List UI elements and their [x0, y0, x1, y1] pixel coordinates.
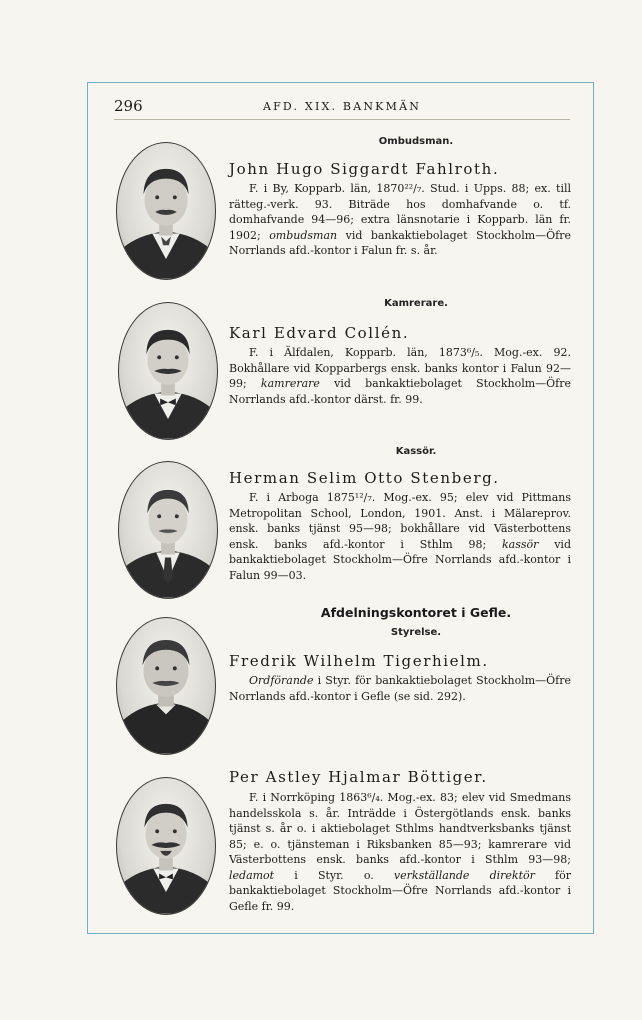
portrait-photo [116, 142, 216, 280]
portrait-photo [116, 777, 216, 915]
entry-name: Fredrik Wilhelm Tigerhielm. [229, 652, 489, 670]
bio-text: vid bankaktiebolaget Stockholm—Öfre Norrlands afd.-kontor i Falun 99—03. [229, 537, 571, 582]
section-heading-ombudsman: Ombudsman. [378, 136, 454, 147]
section-heading-kassor: Kassör. [395, 446, 437, 457]
section-heading-styrelse: Styrelse. [390, 627, 442, 638]
portrait-illustration [119, 303, 217, 439]
portrait-illustration [117, 143, 215, 279]
entry-biography [229, 345, 571, 407]
portrait-photo [116, 617, 216, 755]
page-number: 296 [114, 97, 143, 115]
bio-text: i Styr. för bankaktiebolaget Stockholm—Öfre Norrlands afd.-kontor i Gefle (se sid. 292). [229, 674, 571, 703]
section-heading-afdelning: Afdelningskontoret i Gefle. [320, 605, 512, 620]
bio-text: F. i By, Kopparb. län, 1870²²/₇. Stud. i Upps. 88; ex. till rätteg.-verk. 93. Biträde hos domhafvande o. tf. domhafvande 94—96; extra länsnotarie i Kopparb. län fr. 1902; [229, 182, 571, 242]
bio-text: F. i Arboga 1875¹²/₇. Mog.-ex. 95; elev vid Pittmans Metropolitan School, London, 1901. Anst. i Mälareprov. ensk. banks tjänst 95—98; bokhållare vid Västerbottens ensk. banks afd.-kontor i Sthlm 98; [229, 491, 571, 551]
bio-text: F. i Norrköping 1863⁶/₄. Mog.-ex. 83; elev vid Smedmans handelsskola s. år. Inträdde i Östergötlands ensk. banks tjänst s. år o. i aktiebolaget Sthlms handtverksbanks tjänst 85; e. o. tjänsteman i Riksbanken 85—93; kamrerare vid Västerbottens ensk. banks afd.-kontor i Sthlm 93—98; [229, 791, 571, 866]
portrait-illustration [117, 778, 215, 914]
bio-text: vid bankaktiebolaget Stockholm—Öfre Norrlands afd.-kontor därst. fr. 99. [229, 377, 571, 406]
portrait-illustration [117, 618, 215, 754]
bio-text: i Styr. o. [274, 868, 394, 882]
entry-biography [229, 673, 571, 704]
entry-name: Per Astley Hjalmar Böttiger. [229, 768, 488, 786]
section-heading-kamrerare: Kamrerare. [384, 298, 448, 309]
entry-name: John Hugo Siggardt Fahlroth. [229, 160, 500, 178]
bio-text: vid bankaktiebolaget Stockholm—Öfre Norrlands afd.-kontor i Falun fr. s. år. [229, 228, 571, 257]
bio-title: kassör [502, 537, 539, 551]
portrait-illustration [119, 462, 217, 598]
entry-biography [229, 490, 571, 583]
bio-title: Ordförande [249, 674, 314, 687]
bio-title: ledamot [229, 868, 275, 882]
entry-name: Karl Edvard Collén. [229, 324, 410, 342]
entry-biography [229, 790, 571, 914]
bio-text: F. i Älfdalen, Kopparb. län, 1873⁶/₅. Mog.-ex. 92. Bokhållare vid Kopparbergs ensk. banks kontor i Falun 92—99; [229, 346, 571, 390]
portrait-photo [118, 461, 218, 599]
entry-name: Herman Selim Otto Stenberg. [229, 469, 500, 487]
bio-title: kamrerare [260, 377, 320, 390]
running-head: AFD. XIX. BANKMÄN [262, 100, 422, 113]
bio-text: för bankaktiebolaget Stockholm—Öfre Norrlands afd.-kontor i Gefle fr. 99. [229, 868, 572, 913]
entry-biography [229, 181, 571, 259]
portrait-photo [118, 302, 218, 440]
bio-title: verkställande direktör [393, 868, 535, 882]
bio-title: ombudsman [269, 228, 338, 242]
page-header [114, 97, 570, 120]
